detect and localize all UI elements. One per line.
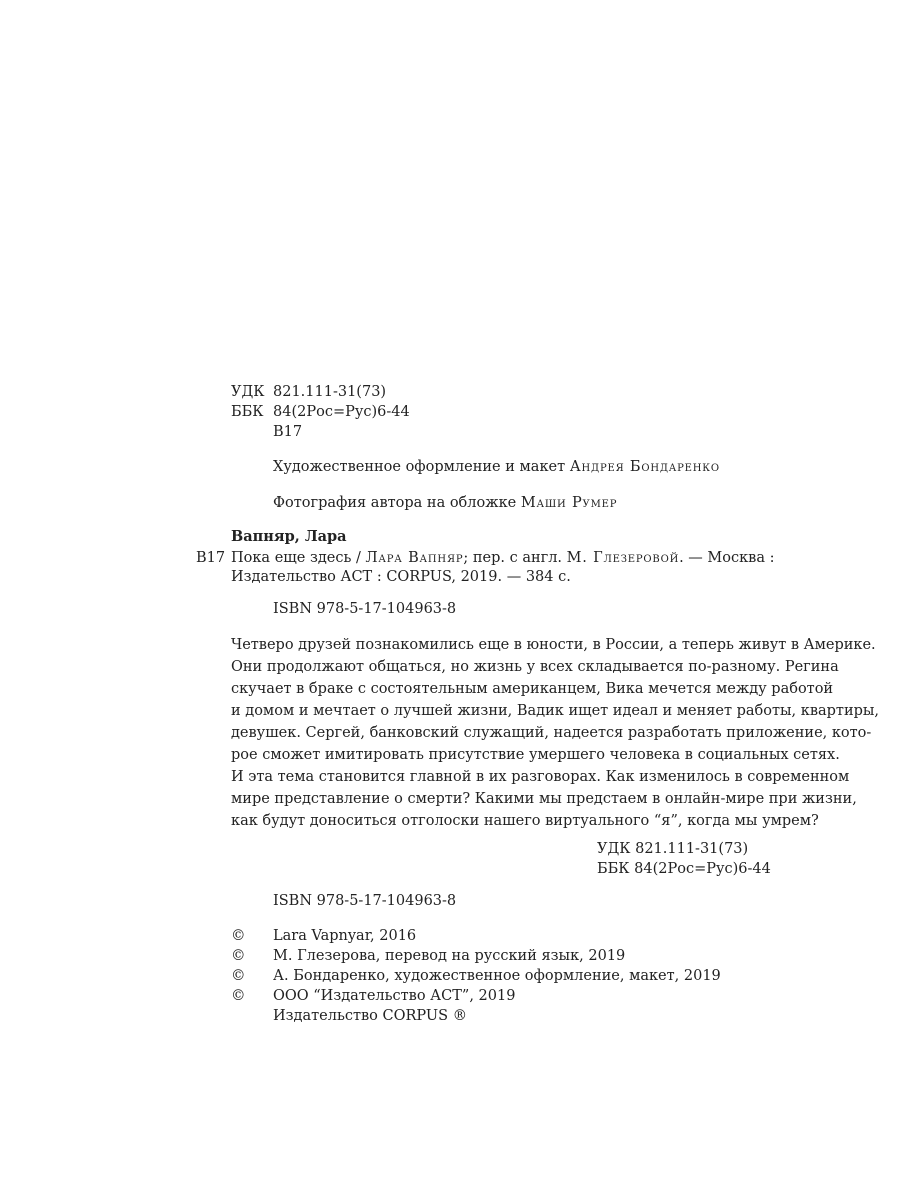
isbn-bottom: ISBN 978-5-17-104963-8	[273, 893, 457, 909]
design-credit-prefix: Художественное оформление и макет	[273, 459, 570, 475]
translator-name: М. Глезеровой	[566, 550, 680, 566]
margin-author-sign: В17	[196, 550, 226, 566]
translation-prefix: ; пер. с англ.	[463, 550, 567, 566]
copyright-line: ООО “Издательство АСТ”, 2019	[273, 988, 516, 1004]
annotation-line: Четверо друзей познакомились еще в юности, в России, а теперь живут в Америке.	[231, 637, 876, 653]
annotation-line: девушек. Сергей, банковский служащий, надеется разработать приложение, кото-	[231, 725, 872, 741]
design-credit	[273, 458, 720, 476]
copyright-symbol: ©	[231, 968, 246, 984]
copyright-symbol: ©	[231, 928, 246, 944]
copyright-symbol: ©	[231, 948, 246, 964]
bbk-bottom: ББК 84(2Рос=Рус)6-44	[597, 861, 771, 877]
isbn: ISBN 978-5-17-104963-8	[273, 601, 457, 617]
photo-credit	[273, 494, 617, 512]
author-heading: Вапняр, Лара	[231, 528, 347, 545]
annotation-line: как будут доноситься отголоски нашего виртуального “я”, когда мы умрем?	[231, 813, 819, 829]
bbk-value: 84(2Рос=Рус)6-44	[273, 404, 410, 420]
copyright-line: М. Глезерова, перевод на русский язык, 2019	[273, 948, 626, 964]
bbk-label: ББК	[231, 404, 264, 420]
copyright-line: Lara Vapnyar, 2016	[273, 928, 417, 944]
publisher-imprint: Издательство CORPUS ®	[273, 1008, 468, 1024]
annotation-line: рое сможет имитировать присутствие умершего человека в социальных сетях.	[231, 747, 840, 763]
annotation-line: И эта тема становится главной в их разговорах. Как изменилось в современном	[231, 769, 850, 785]
imprint-place: . — Москва :	[679, 550, 775, 566]
imprint-publisher: Издательство АСТ : CORPUS, 2019. — 384 с.	[231, 569, 571, 585]
udk-value: 821.111-31(73)	[273, 384, 387, 400]
designer-name: Андрея Бондаренко	[569, 459, 720, 475]
photo-credit-prefix: Фотография автора на обложке	[273, 495, 521, 511]
annotation-line: и домом и мечтает о лучшей жизни, Вадик ищет идеал и меняет работы, квартиры,	[231, 703, 880, 719]
annotation-line: Они продолжают общаться, но жизнь у всех складывается по-разному. Регина	[231, 659, 839, 675]
udk-bottom: УДК 821.111-31(73)	[597, 841, 749, 857]
copyright-line: А. Бондаренко, художественное оформление, макет, 2019	[273, 968, 721, 984]
bibliographic-description	[231, 549, 774, 567]
book-author: Лара Вапняр	[365, 550, 464, 566]
author-sign: В17	[273, 424, 303, 440]
photographer-name: Маши Румер	[520, 495, 618, 511]
udk-label: УДК	[231, 384, 265, 400]
copyright-symbol: ©	[231, 988, 246, 1004]
annotation-line: мире представление о смерти? Какими мы предстаем в онлайн-мире при жизни,	[231, 791, 857, 807]
annotation-line: скучает в браке с состоятельным американцем, Вика мечется между работой	[231, 681, 834, 697]
book-title: Пока еще здесь /	[231, 550, 366, 566]
